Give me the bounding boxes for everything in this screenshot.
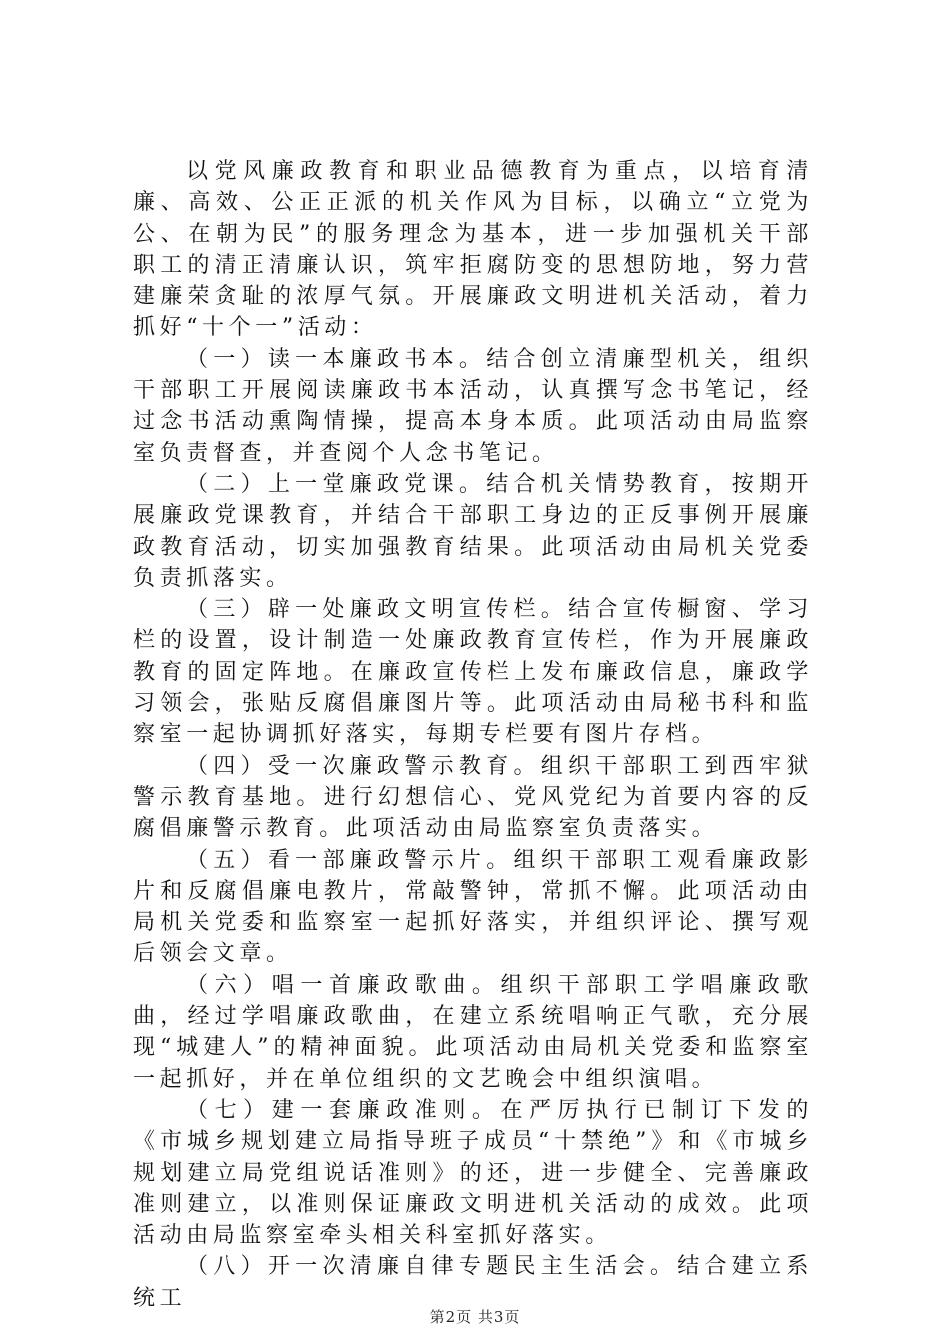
- intro-paragraph: 以党风廉政教育和职业品德教育为重点，以培育清廉、高效、公正正派的机关作风为目标，以确立“立党为公、在朝为民”的服务理念为基本，进一步加强机关干部职工的清正清廉认识，筑牢拒腐防变的思想防地，努力营建廉荣贪耻的浓厚气氛。开展廉政文明进机关活动，着力抓好“十个一”活动：: [133, 159, 813, 341]
- document-body: [133, 156, 813, 1314]
- item-5-paragraph: （五）看一部廉政警示片。组织干部职工观看廉政影片和反腐倡廉电教片，常敲警钟，常抓不懈。此项活动由局机关党委和监察室一起抓好落实，并组织评论、撰写观后领会文章。: [133, 847, 813, 967]
- item-2-paragraph: （二）上一堂廉政党课。结合机关情势教育，按期开展廉政党课教育，并结合干部职工身边的正反事例开展廉政教育活动，切实加强教育结果。此项活动由局机关党委负责抓落实。: [133, 471, 813, 591]
- item-3-paragraph: （三）辟一处廉政文明宣传栏。结合宣传橱窗、学习栏的设置，设计制造一处廉政教育宣传栏，作为开展廉政教育的固定阵地。在廉政宣传栏上发布廉政信息，廉政学习领会，张贴反腐倡廉图片等。此项活动由局秘书科和监察室一起协调抓好落实，每期专栏要有图片存档。: [133, 597, 813, 748]
- item-6-paragraph: （六）唱一首廉政歌曲。组织干部职工学唱廉政歌曲，经过学唱廉政歌曲，在建立系统唱响正气歌，充分展现“城建人”的精神面貌。此项活动由局机关党委和监察室一起抓好，并在单位组织的文艺晚会中组织演唱。: [133, 972, 813, 1092]
- item-7-paragraph: （七）建一套廉政准则。在严厉执行已制订下发的《市城乡规划建立局指导班子成员“十禁绝”》和《市城乡规划建立局党组说话准则》的还，进一步健全、完善廉政准则建立，以准则保证廉政文明进机关活动的成效。此项活动由局监察室牵头相关科室抓好落实。: [133, 1097, 813, 1249]
- item-4-paragraph: （四）受一次廉政警示教育。组织干部职工到西牢狱警示教育基地。进行幻想信心、党风党纪为首要内容的反腐倡廉警示教育。此项活动由局监察室负责落实。: [133, 753, 813, 842]
- item-1-paragraph: （一）读一本廉政书本。结合创立清廉型机关，组织干部职工开展阅读廉政书本活动，认真撰写念书笔记，经过念书活动熏陶情操，提高本身本质。此项活动由局监察室负责督查，并查阅个人念书笔记。: [133, 346, 813, 466]
- item-8-paragraph: （八）开一次清廉自律专题民主生活会。结合建立系统工: [133, 1254, 813, 1311]
- page-number-footer: 第2页 共3页: [429, 1308, 521, 1326]
